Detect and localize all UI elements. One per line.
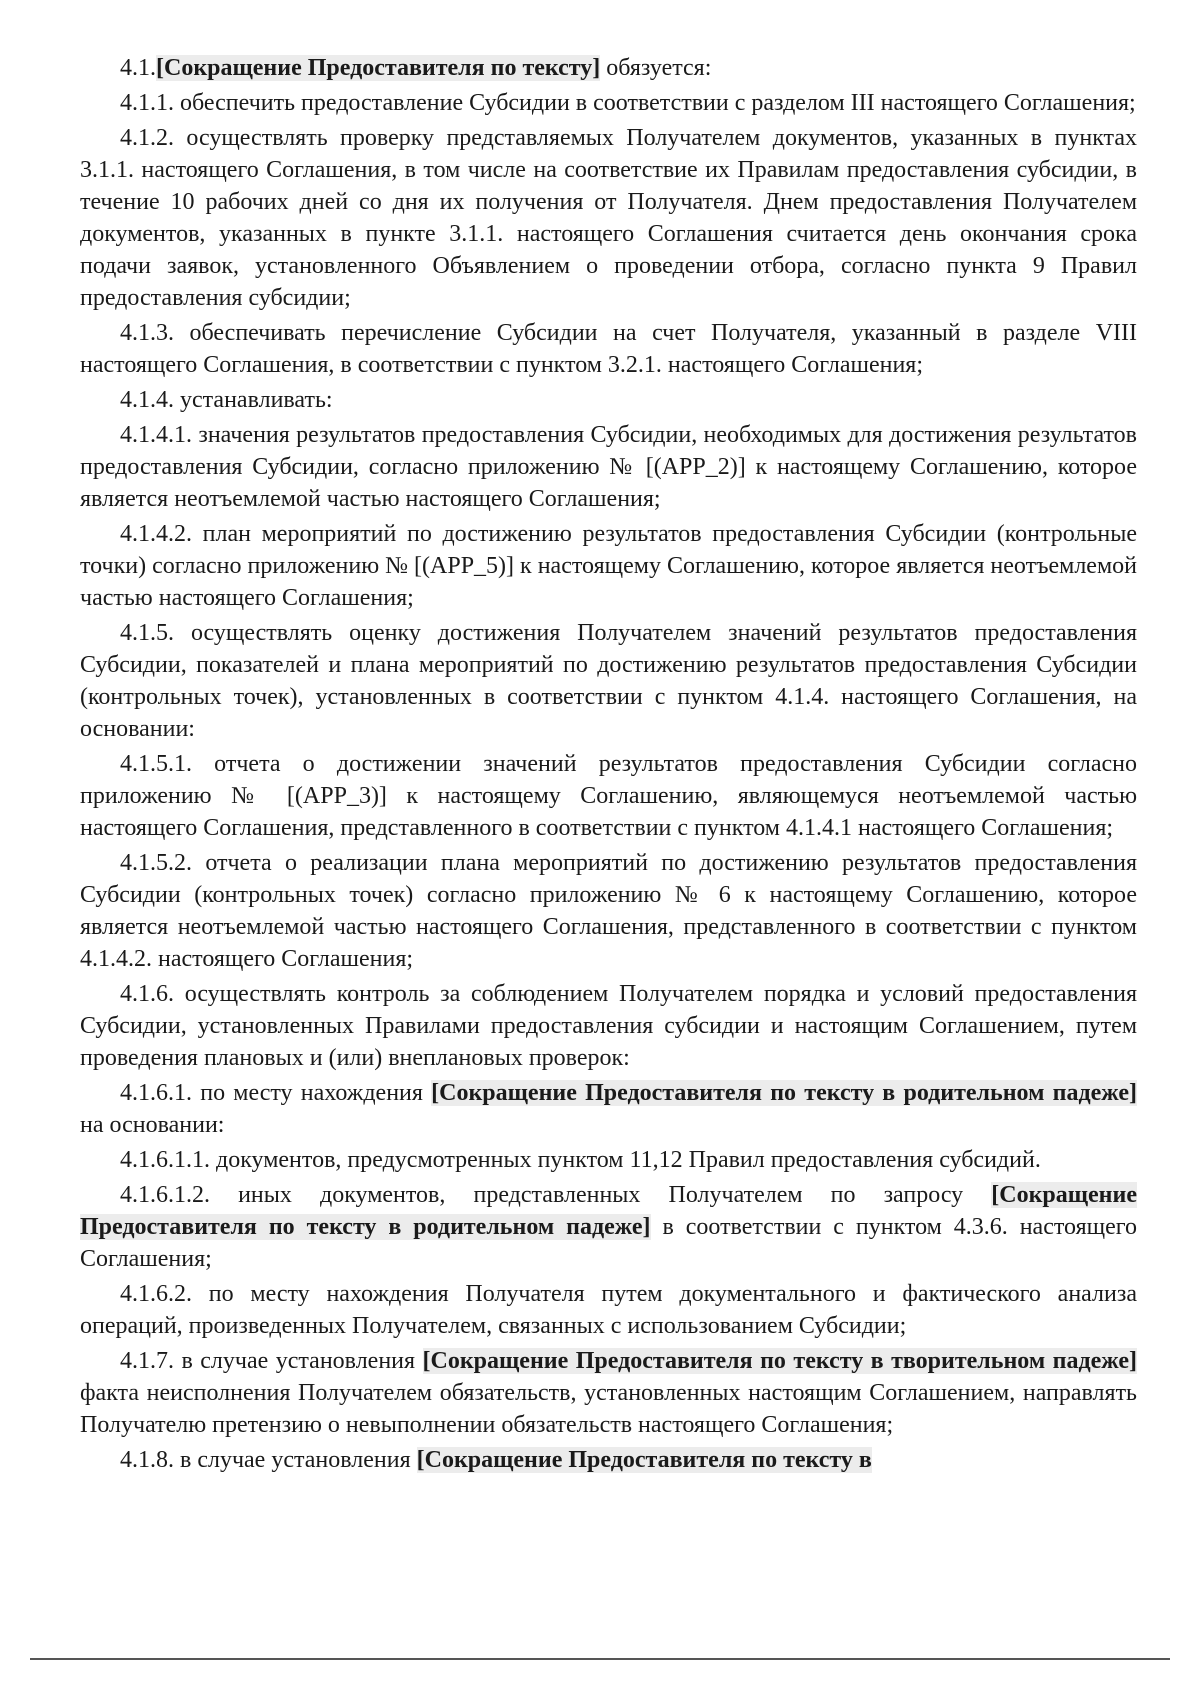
clause-text: в случае установления (174, 1348, 423, 1374)
clause-text: иных документов, представленных Получателем по запросу (210, 1182, 992, 1208)
clause-text-continued: обязуется: (600, 55, 712, 81)
clause-text: план мероприятий по достижению результатов предоставления Субсидии (контрольные точки) согласно приложению № [(APP_5)] к настоящему Соглашению, которое является неотъемлемой частью настоящего Соглашения; (80, 521, 1137, 611)
placeholder-party-name: [Сокращение Предоставителя по тексту] (156, 55, 601, 81)
clause-paragraph (80, 847, 1137, 975)
placeholder-party-name: [Сокращение Предоставителя по тексту в родительном падеже] (431, 1080, 1137, 1106)
clause-number: 4.1.6. (120, 981, 174, 1007)
clause-number: 4.1.4.1. (120, 422, 192, 448)
clause-number: 4.1.5.2. (120, 850, 192, 876)
clause-paragraph (80, 617, 1137, 745)
clause-paragraph (80, 384, 1137, 416)
clause-paragraph (80, 1444, 1137, 1476)
clause-text: значения результатов предоставления Субсидии, необходимых для достижения результатов предоставления Субсидии, согласно приложению № [(APP_2)] к настоящему Соглашению, которое является неотъемлемой частью настоящего Соглашения; (80, 422, 1137, 512)
clause-text: осуществлять контроль за соблюдением Получателем порядка и условий предоставления Субсидии, установленных Правилами предоставления субсидии и настоящим Соглашением, путем проведения плановых и (или) внеплановых проверок: (80, 981, 1137, 1071)
clause-number: 4.1. (120, 55, 156, 81)
placeholder-party-name: [Сокращение Предоставителя по тексту в творительном падеже] (422, 1348, 1137, 1374)
clause-text: осуществлять оценку достижения Получателем значений результатов предоставления Субсидии, показателей и плана мероприятий по достижению результатов предоставления Субсидии (контрольных точек), установленных в соответствии с пунктом 4.1.4. настоящего Соглашения, на основании: (80, 620, 1137, 742)
clause-text-continued: факта неисполнения Получателем обязательств, установленных настоящим Соглашением, направлять Получателю претензию о невыполнении обязательств настоящего Соглашения; (80, 1380, 1137, 1438)
clause-text: по месту нахождения Получателя путем документального и фактического анализа операций, произведенных Получателем, связанных с использованием Субсидии; (80, 1281, 1137, 1339)
clause-number: 4.1.6.1.1. (120, 1147, 210, 1173)
clause-paragraph (80, 317, 1137, 381)
clause-paragraph (80, 87, 1137, 119)
clause-number: 4.1.5.1. (120, 751, 192, 777)
clause-text: осуществлять проверку представляемых Получателем документов, указанных в пунктах 3.1.1. настоящего Соглашения, в том числе на соответствие их Правилам предоставления субсидии, в течение 10 рабочих дней со дня их получения от Получателя. Днем предоставления Получателем документов, указанных в пункте 3.1.1. настоящего Соглашения считается день окончания срока подачи заявок, установленного Объявлением о проведении отбора, согласно пункта 9 Правил предоставления субсидии; (80, 125, 1137, 311)
clause-paragraph (80, 122, 1137, 314)
clause-text: обеспечивать перечисление Субсидии на счет Получателя, указанный в разделе VIII настоящего Соглашения, в соответствии с пунктом 3.2.1. настоящего Соглашения; (80, 320, 1137, 378)
clause-number: 4.1.7. (120, 1348, 174, 1374)
clause-text: документов, предусмотренных пунктом 11,12 Правил предоставления субсидий. (210, 1147, 1041, 1173)
clause-text: устанавливать: (174, 387, 333, 413)
clause-number: 4.1.4.2. (120, 521, 192, 547)
placeholder-party-name: [Сокращение Предоставителя по тексту в (416, 1447, 872, 1473)
clause-number: 4.1.3. (120, 320, 174, 346)
clause-paragraph (80, 978, 1137, 1074)
clause-number: 4.1.5. (120, 620, 174, 646)
clause-text: в случае установления (174, 1447, 417, 1473)
clause-number: 4.1.6.1.2. (120, 1182, 210, 1208)
clause-text: отчета о реализации плана мероприятий по достижению результатов предоставления Субсидии (контрольных точек) согласно приложению № 6 к настоящему Соглашению, которое является неотъемлемой частью настоящего Соглашения, представленного в соответствии с пунктом 4.1.4.2. настоящего Соглашения; (80, 850, 1137, 972)
placeholder-party-name: [Сокращение Предоставителя по тексту в родительном падеже] (80, 1182, 1137, 1240)
clause-number: 4.1.6.1. (120, 1080, 192, 1106)
document-body (80, 52, 1137, 1479)
clause-paragraph (80, 518, 1137, 614)
clause-number: 4.1.6.2. (120, 1281, 192, 1307)
clause-paragraph (80, 419, 1137, 515)
clause-paragraph (80, 1077, 1137, 1141)
clause-paragraph (80, 52, 1137, 84)
clause-text-continued: в соответствии с пунктом 4.3.6. настоящего Соглашения; (80, 1214, 1137, 1272)
clause-paragraph (80, 1144, 1137, 1176)
clause-text: по месту нахождения (192, 1080, 432, 1106)
clause-paragraph (80, 1179, 1137, 1275)
clause-paragraph (80, 1345, 1137, 1441)
clause-paragraph (80, 1278, 1137, 1342)
clause-text-continued: на основании: (80, 1112, 225, 1138)
clause-number: 4.1.1. (120, 90, 174, 116)
clause-text: отчета о достижении значений результатов предоставления Субсидии согласно приложению № [(APP_3)] к настоящему Соглашению, являющемуся неотъемлемой частью настоящего Соглашения, представленного в соответствии с пунктом 4.1.4.1 настоящего Соглашения; (80, 751, 1137, 841)
page-bottom-rule (30, 1658, 1170, 1660)
clause-number: 4.1.2. (120, 125, 174, 151)
clause-text: обеспечить предоставление Субсидии в соответствии с разделом III настоящего Соглашения; (174, 90, 1136, 116)
clause-paragraph (80, 748, 1137, 844)
clause-number: 4.1.4. (120, 387, 174, 413)
clause-number: 4.1.8. (120, 1447, 174, 1473)
